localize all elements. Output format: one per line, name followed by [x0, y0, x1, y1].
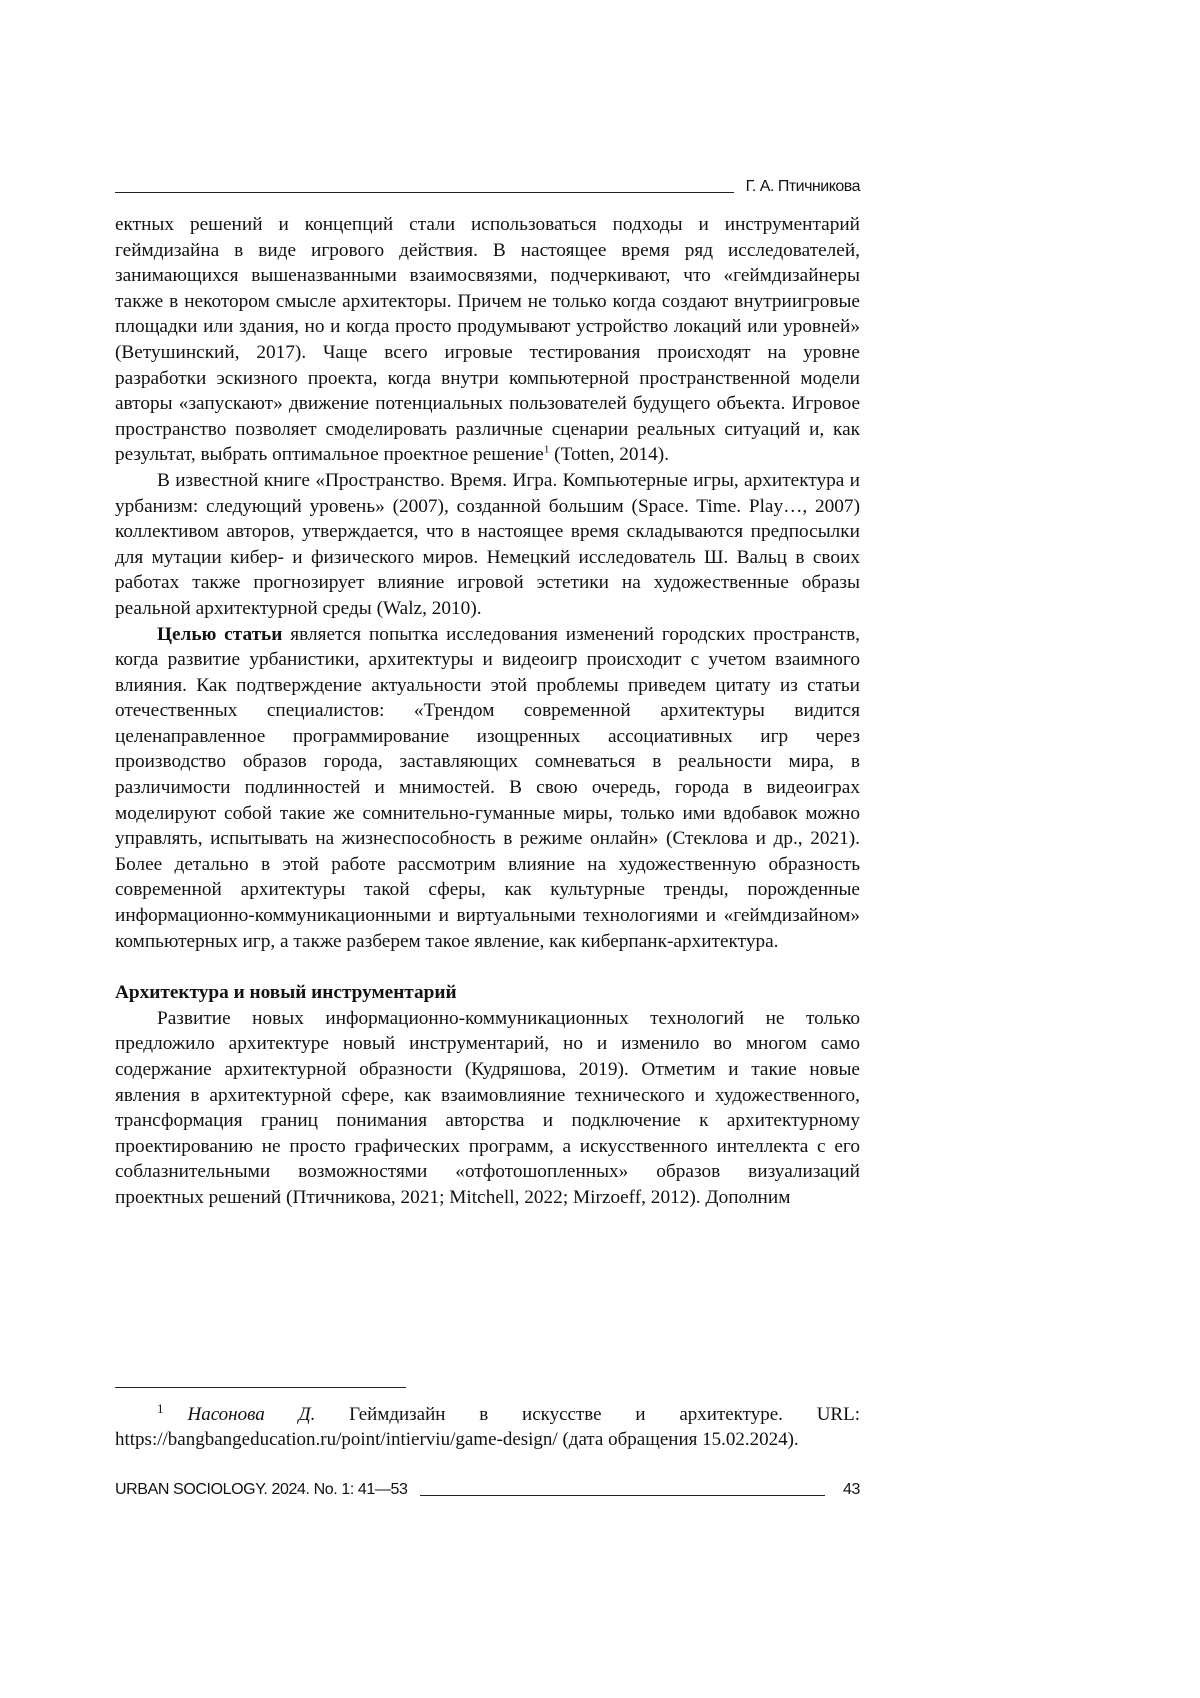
footnote-rule	[115, 1387, 406, 1388]
footnote-text: Геймдизайн в искусстве и архитектуре. URL: https://bangbangeducation.ru/point/intierviu/game-design/ (дата обращения 15.02.2024).	[115, 1404, 860, 1450]
running-footer	[115, 1477, 860, 1499]
paragraph-3	[115, 622, 860, 955]
footnote-ref-1: 1	[543, 443, 550, 456]
paragraph-4: Развитие новых информационно-коммуникационных технологий не только предложило архитектуре новый инструментарий, но и изменило во многом само содержание архитектурной образности (Кудряшова, 2019). Отметим и такие новые явления в архитектурной сфере, как взаимовлияние технического и художественного, трансформация границ понимания авторства и подключение к архитектурному проектированию не просто графических программ, а искусственного интеллекта с его соблазнительными возможностями «отфотошопленных» образов визуализаций проектных решений (Птичникова, 2021; Mitchell, 2022; Mirzoeff, 2012). Дополним	[115, 1007, 860, 1208]
paragraph-3-bold-lead: Целью статьи	[157, 623, 283, 645]
footer-journal: URBAN SOCIOLOGY. 2024. No. 1: 41—53	[115, 1481, 408, 1498]
page-number: 43	[843, 1481, 860, 1498]
section-heading: Архитектура и новый инструментарий	[115, 982, 457, 1004]
paragraph-3-text: является попытка исследования изменений городских пространств, когда развитие урбанистики, архитектуры и видеоигр происходит с учетом взаимного влияния. Как подтверждение актуальности этой проблемы приведем цитату из статьи отечественных специалистов: «Трендом современной архитектуры видится целенаправленное программирование изощренных ассоциативных игр через производство образов города, заставляющих сомневаться в реальности мира, в различимости подлинностей и мнимостей. В свою очередь, города в видеоиграх моделируют собой такие же сомнительно-гуманные миры, только ими вдобавок можно управлять, испытывать на жизнеспособность в режиме онлайн» (Стеклова и др., 2021). Более детально в этой работе рассмотрим влияние на художественную образность современной архитектуры такой сферы, как культурные тренды, порожденные информационно-коммуникационными и виртуальными технологиями и «геймдизайном» компьютерных игр, а также разберем такое явление, как киберпанк-архитектура.	[115, 623, 860, 952]
article-body	[115, 212, 860, 1211]
paragraph-2: В известной книге «Пространство. Время. Игра. Компьютерные игры, архитектура и урбанизм: следующий уровень» (2007), созданной большим (Space. Time. Play…, 2007) коллективом авторов, утверждается, что в настоящее время складываются предпосылки для мутации кибер- и физического миров. Немецкий исследователь Ш. Вальц в своих работах также прогнозирует влияние игровой эстетики на художественные образы реальной архитектурной среды (Walz, 2010).	[115, 469, 860, 619]
running-header	[115, 176, 860, 196]
paragraph-1	[115, 212, 860, 468]
header-rule	[115, 192, 734, 193]
footnote-author: Насонова Д.	[187, 1404, 316, 1425]
footnote	[115, 1402, 860, 1452]
footnote-number: 1	[157, 1400, 164, 1416]
footnote-1	[115, 1402, 860, 1452]
paragraph-1-end: (Totten, 2014).	[549, 444, 670, 466]
paragraph-1-text: ектных решений и концепций стали использоваться подходы и инструментарий геймдизайна в виде игрового действия. В настоящее время ряд исследователей, занимающихся вышеназванными взаимосвязями, подчеркивают, что «геймдизайнеры также в некотором смысле архитекторы. Причем не только когда создают внутриигровые площадки или здания, но и когда просто продумывают устройство локаций или уровней» (Ветушинский, 2017). Чаще всего игровые тестирования происходят на уровне разработки эскизного проекта, когда внутри компьютерной пространственной модели авторы «запускают» движение потенциальных пользователей будущего объекта. Игровое пространство позволяет смоделировать различные сценарии реальных ситуаций и, как результат, выбрать оптимальное проектное решение	[115, 214, 860, 466]
header-author: Г. А. Птичникова	[745, 178, 860, 195]
footer-rule	[420, 1495, 825, 1496]
